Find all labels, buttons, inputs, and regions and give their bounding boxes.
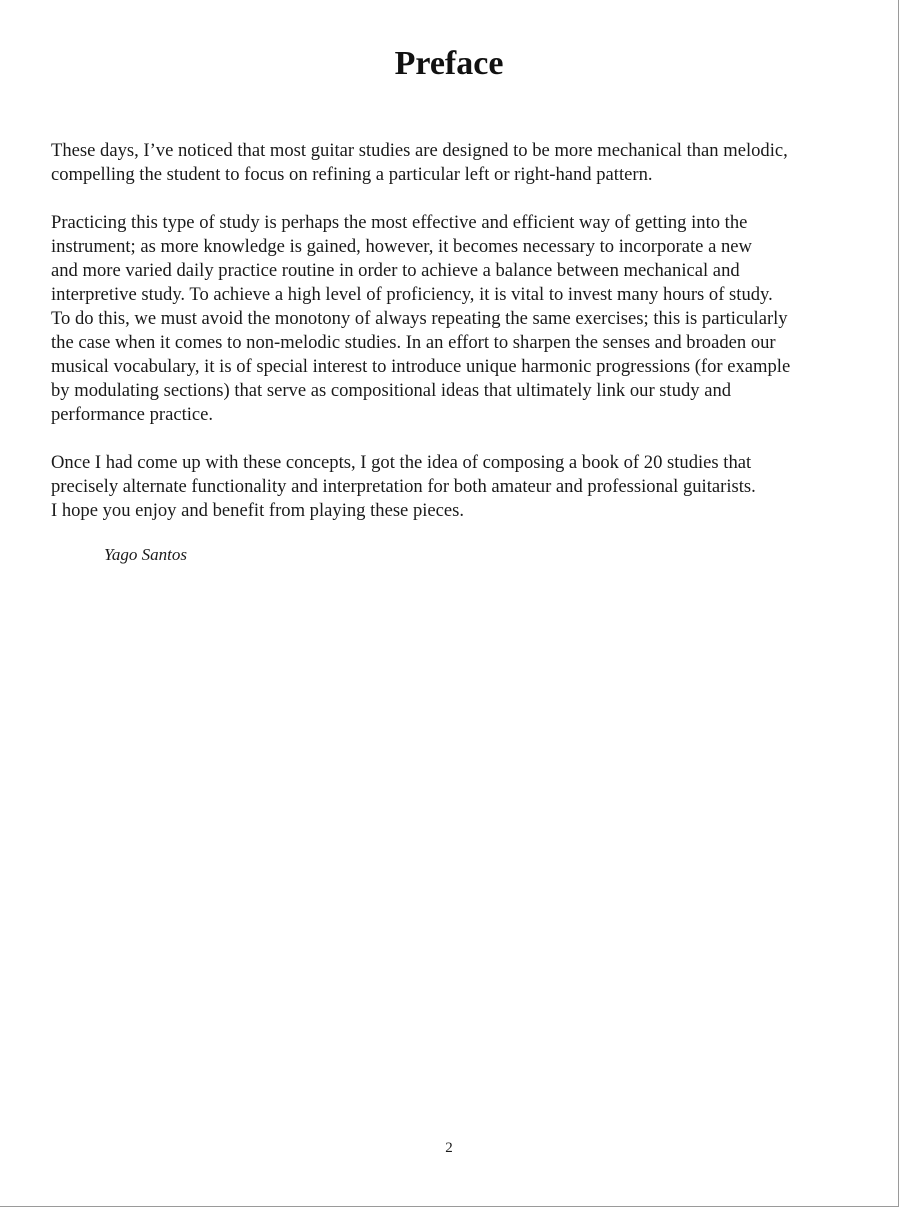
paragraph-3: [51, 451, 851, 523]
paragraph-line: by modulating sections) that serve as compositional ideas that ultimately link our study and: [51, 380, 732, 401]
paragraph-line: musical vocabulary, it is of special interest to introduce unique harmonic progressions (for example: [51, 356, 791, 377]
page-number: 2: [445, 1140, 453, 1156]
paragraph-2: [51, 211, 851, 427]
paragraph-line: precisely alternate functionality and interpretation for both amateur and professional guitarists.: [51, 476, 756, 497]
preface-body: [51, 139, 851, 567]
paragraph-line: interpretive study. To achieve a high level of proficiency, it is vital to invest many hours of study.: [51, 284, 773, 305]
paragraph-line: and more varied daily practice routine in order to achieve a balance between mechanical and: [51, 260, 740, 281]
page-title: Preface: [394, 45, 504, 82]
author-signature: Yago Santos: [104, 545, 187, 564]
paragraph-line: performance practice.: [51, 404, 214, 425]
paragraph-line: the case when it comes to non-melodic studies. In an effort to sharpen the senses and broaden our: [51, 332, 776, 353]
paragraph-line: I hope you enjoy and benefit from playing these pieces.: [51, 500, 465, 521]
paragraph-line: instrument; as more knowledge is gained, however, it becomes necessary to incorporate a new: [51, 236, 752, 257]
paragraph-line: These days, I’ve noticed that most guitar studies are designed to be more mechanical than melodic,: [51, 140, 788, 161]
paragraph-line: To do this, we must avoid the monotony of always repeating the same exercises; this is particularly: [51, 308, 788, 329]
paragraph-line: Practicing this type of study is perhaps the most effective and efficient way of getting into the: [51, 212, 748, 233]
paragraph-1: [51, 139, 851, 187]
paragraph-line: Once I had come up with these concepts, I got the idea of composing a book of 20 studies that: [51, 452, 752, 473]
paragraph-line: compelling the student to focus on refining a particular left or right-hand pattern.: [51, 164, 653, 185]
